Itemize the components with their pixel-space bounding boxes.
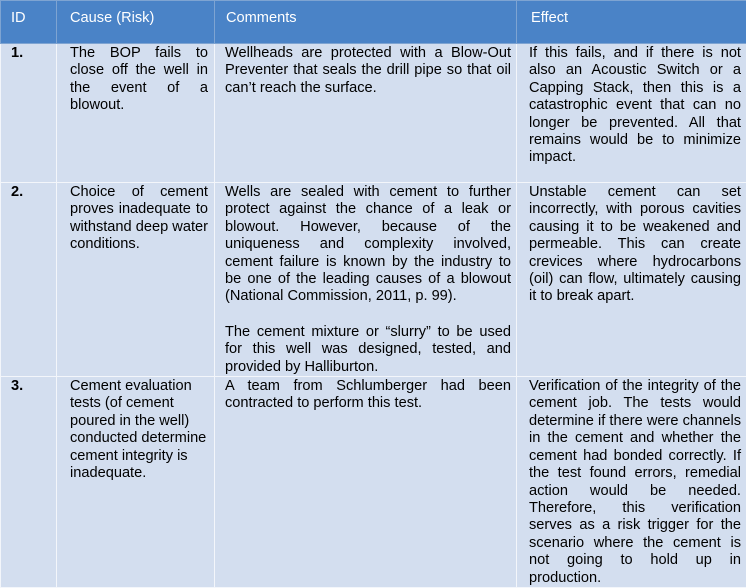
row-id: 1. xyxy=(1,44,57,183)
table-row xyxy=(1,44,746,183)
table-row xyxy=(1,377,746,588)
row-comments xyxy=(215,183,517,377)
table-body xyxy=(1,44,746,588)
row-effect: If this fails, and if there is not also an Acoustic Switch or a Capping Stack, then this is a catastrophic event that can no longer be prevented. All that remains would be to minimize impact. xyxy=(517,44,746,183)
row-cause: Cement evaluation tests (of cement poured in the well) conducted determine cement integrity is inadequate. xyxy=(57,377,215,588)
header-comments: Comments xyxy=(215,1,517,44)
header-effect: Effect xyxy=(517,1,746,44)
comment-paragraph: A team from Schlumberger had been contracted to perform this test. xyxy=(225,378,511,413)
comment-paragraph: Wellheads are protected with a Blow-Out Preventer that seals the drill pipe so that oil can’t reach the surface. xyxy=(225,45,511,97)
row-comments xyxy=(215,377,517,588)
row-id: 3. xyxy=(1,377,57,588)
table-header xyxy=(1,1,746,44)
comment-paragraph: The cement mixture or “slurry” to be used for this well was designed, tested, and provided by Halliburton. xyxy=(225,324,511,376)
row-id: 2. xyxy=(1,183,57,377)
comment-paragraph: Wells are sealed with cement to further protect against the chance of a leak or blowout. However, because of the uniqueness and complexity involved, cement failure is known by the industry to be one of the leading causes of a blowout (National Commission, 2011, p. 99). xyxy=(225,184,511,306)
header-row xyxy=(1,1,746,44)
header-cause: Cause (Risk) xyxy=(57,1,215,44)
row-cause: The BOP fails to close off the well in the event of a blowout. xyxy=(57,44,215,183)
row-effect: Verification of the integrity of the cement job. The tests would determine if there were channels in the cement and whether the cement had bonded correctly. If the test found errors, remedial action would be needed. Therefore, this verification serves as a risk trigger for the scenario where the cement is not going to hold up in production. xyxy=(517,377,746,588)
header-id: ID xyxy=(1,1,57,44)
row-comments xyxy=(215,44,517,183)
table-row xyxy=(1,183,746,377)
row-effect: Unstable cement can set incorrectly, with porous cavities causing it to be weakened and permeable. This can create crevices where hydrocarbons (oil) can flow, ultimately causing it to break apart. xyxy=(517,183,746,377)
row-cause: Choice of cement proves inadequate to withstand deep water conditions. xyxy=(57,183,215,377)
